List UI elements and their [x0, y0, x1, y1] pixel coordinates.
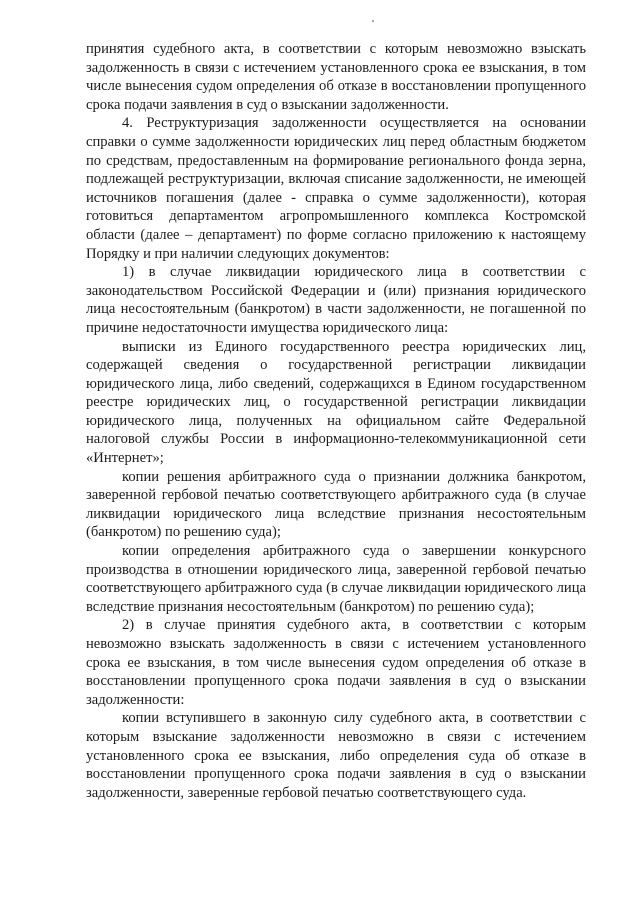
paragraph-court-decision-copy: копии решения арбитражного суда о признании должника банкротом, заверенной гербовой печатью соответствующего арбитражного суда (в случае ликвидации юридического лица вследствие признания несостоятельным (банкротом) по решению суда); [86, 468, 586, 541]
paragraph-subitem-2: 2) в случае принятия судебного акта, в соответствии с которым невозможно взыскать задолженность в связи с истечением установленного срока ее взыскания, в том числе вынесения судом определения об отказе в восстановлении пропущенного срока подачи заявления в суд о взыскании задолженности: [86, 617, 586, 708]
scan-speck [372, 20, 374, 22]
paragraph-continuation: принятия судебного акта, в соответствии с которым невозможно взыскать задолженность в связи с истечением установленного срока ее взыскания, в том числе вынесения судом определения об отказе в восстановлении пропущенного срока подачи заявления в суд о взыскании задолженности. [86, 41, 586, 113]
paragraph-egrul-extract: выписки из Единого государственного реестра юридических лиц, содержащей сведения о государственной регистрации ликвидации юридического лица, либо сведений, содержащихся в Едином государственном реестре юридических лиц, о государственной регистрации ликвидации юридического лица, полученных на официальном сайте Федеральной налоговой службы России в информационно-телекоммуникационной сети «Интернет»; [86, 338, 586, 467]
document-page [86, 40, 586, 802]
paragraph-court-ruling-copy: копии определения арбитражного суда о завершении конкурсного производства в отношении юридического лица, заверенной гербовой печатью соответствующего арбитражного суда (в случае ликвидации юридического лица вследствие признания несостоятельным (банкротом) по решению суда); [86, 543, 586, 615]
paragraph-subitem-1: 1) в случае ликвидации юридического лица в соответствии с законодательством Российской Федерации и (или) признания юридического лица несостоятельным (банкротом) в части задолженности, не погашенной по причине недостаточности имущества юридического лица: [86, 264, 586, 336]
paragraph-judicial-act-copy: копии вступившего в законную силу судебного акта, в соответствии с которым взыскание задолженности невозможно в связи с истечением установленного срока ее взыскания, либо определения суда об отказе в восстановлении пропущенного срока подачи заявления в суд о взыскании задолженности, заверенные гербовой печатью соответствующего суда. [86, 710, 586, 801]
paragraph-item-4: 4. Реструктуризация задолженности осуществляется на основании справки о сумме задолженности юридических лиц перед областным бюджетом по средствам, предоставленным на формирование регионального фонда зерна, подлежащей реструктуризации, включая списание задолженности, не имеющей источников погашения (далее - справка о сумме задолженности), которая готовиться департаментом агропромышленного комплекса Костромской области (далее – департамент) по форме согласно приложению к настоящему Порядку и при наличии следующих документов: [86, 115, 586, 262]
